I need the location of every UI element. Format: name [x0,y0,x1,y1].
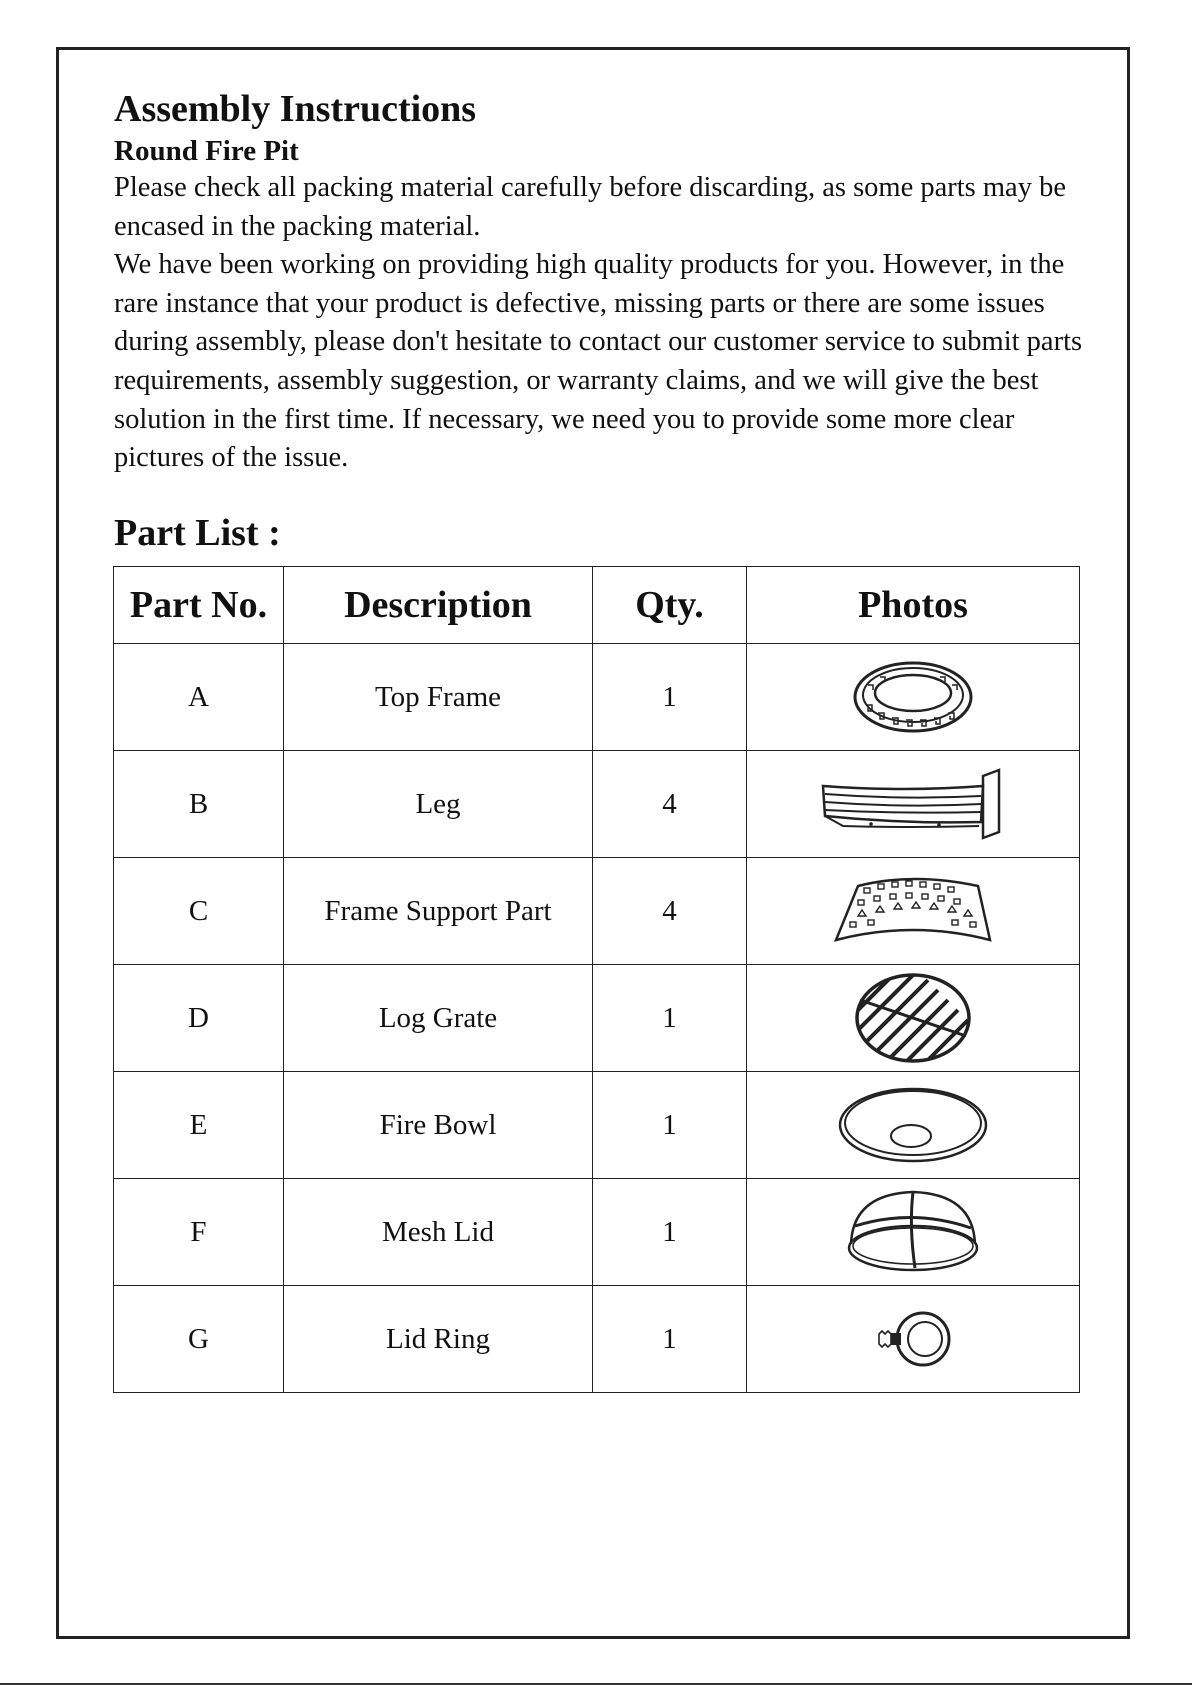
photo-cell [747,644,1080,751]
table-row [114,1072,1080,1179]
part-no-cell: F [114,1179,284,1286]
qty-cell: 1 [593,1179,747,1286]
description-cell: Leg [284,751,593,858]
fire-bowl-icon [835,1084,991,1166]
document-subtitle: Round Fire Pit [114,135,299,167]
part-no-cell: C [114,858,284,965]
description-cell: Fire Bowl [284,1072,593,1179]
document-title: Assembly Instructions [114,88,477,130]
description-cell: Lid Ring [284,1286,593,1393]
header-qty: Qty. [593,567,747,644]
qty-cell: 1 [593,644,747,751]
part-list-table [113,566,1080,1393]
qty-cell: 4 [593,858,747,965]
part-no-cell: D [114,965,284,1072]
intro-paragraph-1: Please check all packing material carefully before discarding, as some parts may be encased in the packing material. [114,172,1066,242]
table-row [114,644,1080,751]
photo-cell [747,965,1080,1072]
intro-text [114,169,1094,478]
photo-cell [747,1286,1080,1393]
part-no-cell: B [114,751,284,858]
description-cell: Log Grate [284,965,593,1072]
photo-cell [747,1179,1080,1286]
part-list-heading: Part List : [114,512,281,554]
lid-ring-icon [865,1307,961,1371]
qty-cell: 4 [593,751,747,858]
table-row [114,1179,1080,1286]
photo-cell [747,858,1080,965]
part-no-cell: E [114,1072,284,1179]
mesh-lid-icon [843,1186,983,1278]
description-cell: Mesh Lid [284,1179,593,1286]
header-description: Description [284,567,593,644]
photo-cell [747,1072,1080,1179]
part-no-cell: G [114,1286,284,1393]
intro-paragraph-2: We have been working on providing high quality products for you. However, in the rare instance that your product is defective, missing parts or there are some issues during assembly, please don't hesitate to contact our customer service to submit parts requirements, assembly suggestion, or warranty claims, and we will give the best solution in the first time. If necessary, we need you to provide some more clear pictures of the issue. [114,249,1083,474]
qty-cell: 1 [593,1286,747,1393]
header-part-no: Part No. [114,567,284,644]
qty-cell: 1 [593,965,747,1072]
log-grate-icon [848,970,978,1066]
photo-cell [747,751,1080,858]
table-row [114,965,1080,1072]
table-header-row [114,567,1080,644]
leg-icon [813,766,1013,842]
header-photos: Photos [747,567,1080,644]
table-row [114,858,1080,965]
table-row [114,751,1080,858]
description-cell: Frame Support Part [284,858,593,965]
frame-support-icon [828,874,998,948]
top-frame-icon [848,655,978,739]
description-cell: Top Frame [284,644,593,751]
table-row [114,1286,1080,1393]
qty-cell: 1 [593,1072,747,1179]
part-no-cell: A [114,644,284,751]
